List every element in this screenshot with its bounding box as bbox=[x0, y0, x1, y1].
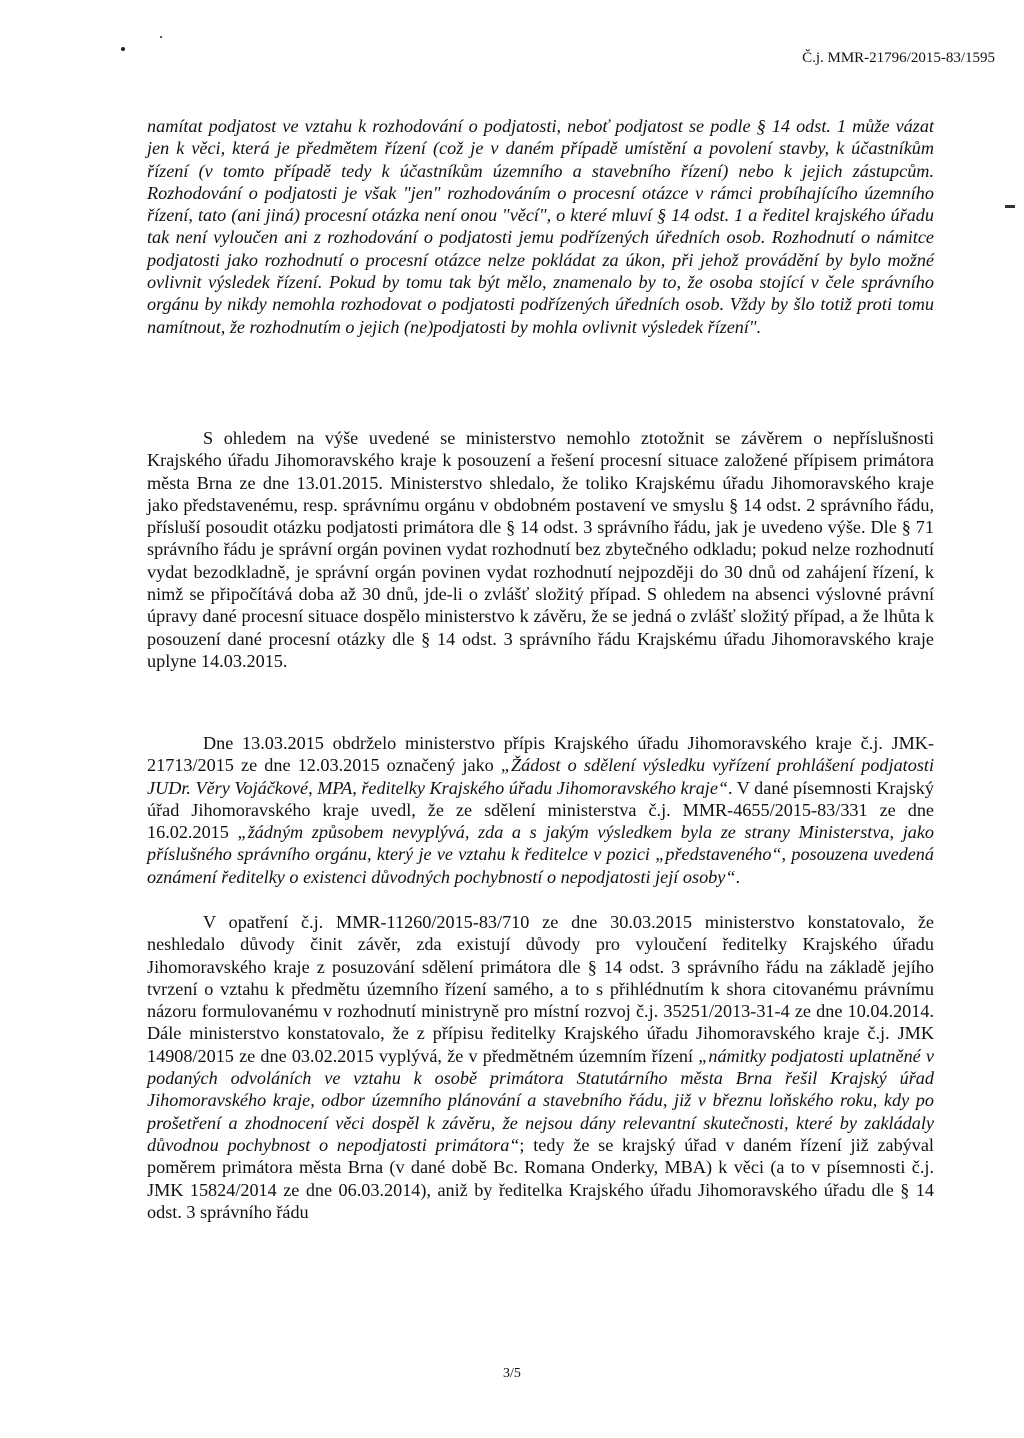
paragraph-3-quote: „Žádost o sdělení výsledku vyřízení prohlášení podjatosti JUDr. Věry Vojáčkové, MPA, ředitelky Krajského úřadu Jihomoravského kraje“ bbox=[147, 755, 935, 798]
paragraph-3-text: Dne 13.03.2015 obdrželo ministerstvo přípis Krajského úřadu Jihomoravského kraje č.j. JMK-21713/2015 ze dne 12.03.2015 označený jako bbox=[147, 733, 934, 776]
paragraph-2: S ohledem na výše uvedené se ministerstvo nemohlo ztotožnit se závěrem o nepříslušnosti Krajského úřadu Jihomoravského kraje k posouzení a řešení procesní situace založené přípisem primátora města Brna ze dne 13.01.2015. Ministerstvo shledalo, že toliko Krajskému úřadu Jihomoravského kraje jako představenému, resp. správnímu orgánu v obdobném postavení ve smyslu § 14 odst. 2 správního řádu, přísluší posoudit otázku podjatosti primátora dle § 14 odst. 3 správního řádu, jak je uvedeno výše. Dle § 71 správního řádu je správní orgán povinen vydat rozhodnutí bez zbytečného odkladu; pokud nelze rozhodnutí vydat bezodkladně, je správní orgán povinen vydat rozhodnutí nejpozději do 30 dnů od zahájení řízení, k nimž se připočítává doba až 30 dnů, jde-li o zvlášť složitý případ. S ohledem na absenci výslovné právní úpravy dané procesní situace dospělo ministerstvo k závěru, že se jedná o zvlášť složitý případ, a že lhůta k posouzení dané procesní otázky dle § 14 odst. 3 správního řádu Krajskému úřadu Jihomoravského kraje uplyne 14.03.2015. bbox=[147, 428, 934, 671]
quoted-paragraph: namítat podjatost ve vztahu k rozhodování o podjatosti, neboť podjatost se podle § 14 odst. 1 může vázat jen k věci, která je předmětem řízení (což je v daném případě umístění a povolení stavby, k účastníkům řízení (v tomto případě tedy k účastníkům územního a stavebního řízení) nebo k jejich zástupcům. Rozhodování o podjatosti je však "jen" rozhodováním o procesní otázce v rámci probíhajícího územního řízení, tato (ani jiná) procesní otázka není onou "věcí", o které mluví § 14 odst. 1 a ředitel krajského úřadu tak není vyloučen ani z rozhodování o podjatosti jemu podřízených úředních osob. Rozhodnutí o námitce podjatosti jako rozhodnutí o procesní otázce nelze pokládat za úkon, při jehož provádění by bylo možné ovlivnit výsledek řízení. Pokud by tomu tak být mělo, znamenalo by to, že osoba stojící v čele správního orgánu by nikdy nemohla rozhodovat o podjatosti podřízených úředních osob. Vždy by šlo totiž proti tomu namítnout, že rozhodnutím o jejich (ne)podjatosti by mohla ovlivnit výsledek řízení". bbox=[147, 116, 934, 337]
paragraph-4-text: V opatření č.j. MMR-11260/2015-83/710 ze dne 30.03.2015 ministerstvo konstatovalo, že neshledalo důvody činit závěr, zda existují důvody pro vyloučení ředitelky Krajského úřadu Jihomoravského kraje z posuzování sdělení primátora dle § 14 odst. 3 správního řádu na základě jejího tvrzení o vztahu k předmětu územního řízení samého, a to s přihlédnutím k shora citovanému právnímu názoru formulovanému v rozhodnutí ministryně pro místní rozvoj č.j. 35251/2013-31-4 ze dne 10.04.2014. Dále ministerstvo konstatovalo, že z přípisu ředitelky Krajského úřadu Jihomoravského kraje č.j. JMK 14908/2015 ze dne 03.02.2015 vyplývá, že v předmětném územním řízení bbox=[147, 912, 934, 1066]
paragraph-3-quote: „žádným způsobem nevyplývá, zda a s jakým výsledkem byla ze strany Ministerstva, jako příslušného správního orgánu, který je ve vztahu k ředitelce v pozici „představeného“, posouzena uvedená oznámení ředitelky o existenci důvodných pochybností o nepodjatosti její osoby“ bbox=[147, 822, 935, 887]
paragraph-3 bbox=[147, 732, 934, 888]
scan-speck bbox=[160, 36, 162, 38]
paragraph-3-text: . bbox=[735, 866, 740, 887]
paragraph-4-text: ; tedy že se krajský úřad v daném řízení již zabýval poměrem primátora města Brna (v dané době Bc. Romana Onderky, MBA) k věci (a to v písemnosti č.j. JMK 15824/2014 ze dne 06.03.2014), aniž by ředitelka Krajského úřadu Jihomoravského úřadu dle § 14 odst. 3 správního řádu bbox=[147, 1134, 934, 1222]
paragraph-3-text: . V dané písemnosti Krajský úřad Jihomoravského kraje uvedl, že ze sdělení ministerstva č.j. MMR-4655/2015-83/331 ze dne 16.02.2015 bbox=[147, 777, 934, 843]
paragraph-4 bbox=[147, 911, 934, 1223]
margin-mark bbox=[1005, 205, 1015, 208]
document-reference: Č.j. MMR-21796/2015-83/1595 bbox=[802, 50, 995, 66]
page-number: 3/5 bbox=[503, 1366, 521, 1381]
scan-speck bbox=[121, 47, 125, 51]
paragraph-4-quote: „námitky podjatosti uplatněné v podaných odvoláních ve vztahu k osobě primátora Statutárního města Brna řešil Krajský úřad Jihomoravského kraje, odbor územního plánování a stavebního řádu, již v březnu loňského roku, kdy po prošetření a zhodnocení věci dospěl k závěru, že nejsou dány relevantní skutečnosti, které by zakládaly důvodnou pochybnost o nepodjatosti primátora“ bbox=[147, 1045, 934, 1155]
